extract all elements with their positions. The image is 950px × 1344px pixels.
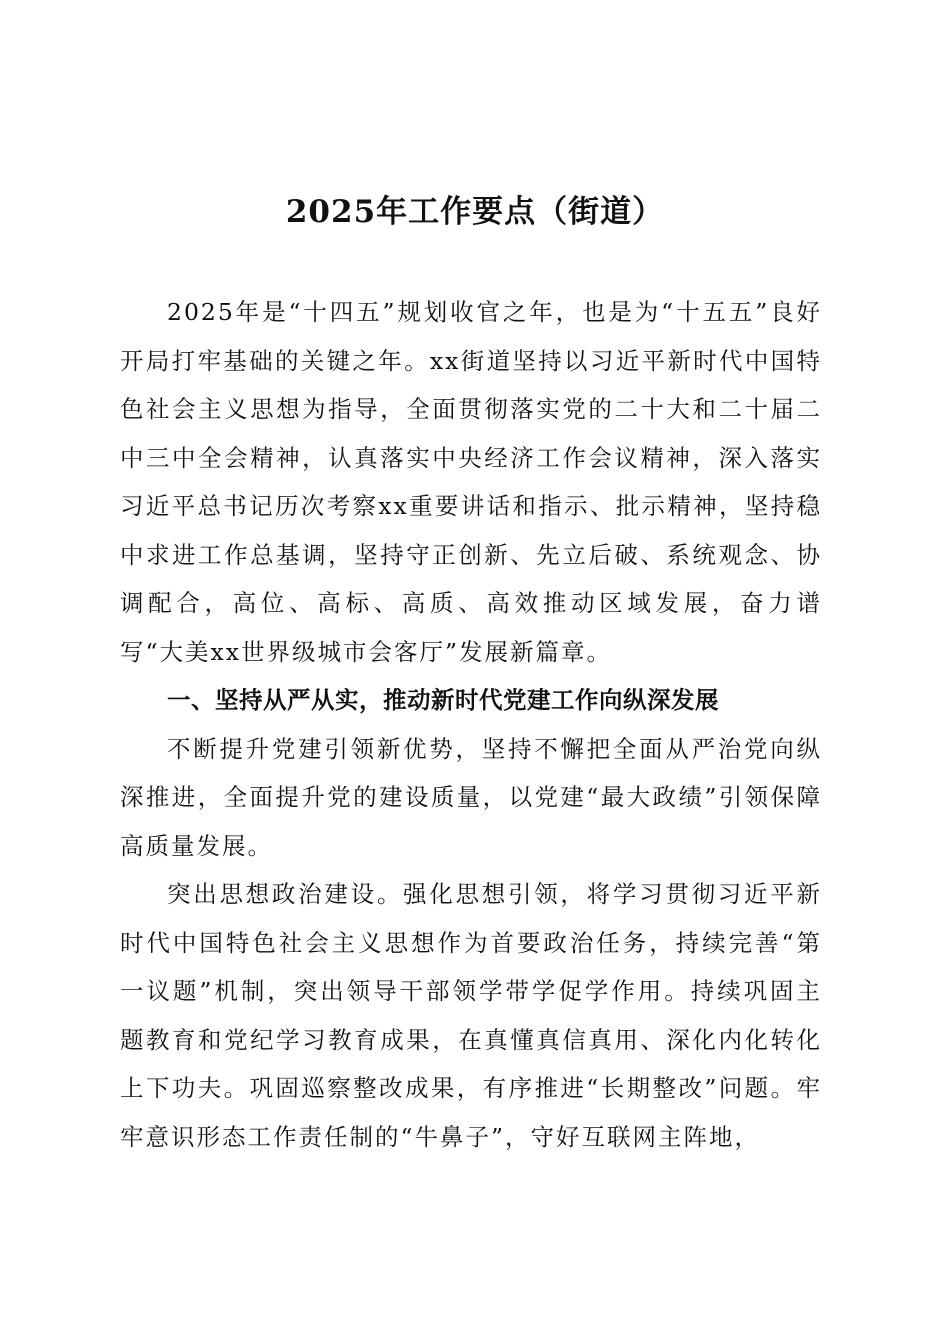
section-1-summary-paragraph: 不断提升党建引领新优势，坚持不懈把全面从严治党向纵深推进，全面提升党的建设质量，以党建“最大政绩”引领保障高质量发展。 <box>120 734 822 860</box>
intro-paragraph: 2025年是“十四五”规划收官之年，也是为“十五五”良好开局打牢基础的关键之年。xx街道坚持以习近平新时代中国特色社会主义思想为指导，全面贯彻落实党的二十大和二十届二中三中全会精神，认真落实中央经济工作会议精神，深入落实习近平总书记历次考察xx重要讲话和指示、批示精神，坚持稳中求进工作总基调，坚持守正创新、先立后破、系统观念、协调配合，高位、高标、高质、高效推动区域发展，奋力谱写“大美xx世界级城市会客厅”发展新篇章。 <box>120 298 822 666</box>
section-heading-1: 一、坚持从严从实，推动新时代党建工作向纵深发展 <box>167 686 719 714</box>
document-body <box>120 288 822 1161</box>
ideological-building-paragraph: 突出思想政治建设。强化思想引领，将学习贯彻习近平新时代中国特色社会主义思想作为首要政治任务，持续完善“第一议题”机制，突出领导干部领学带学促学作用。持续巩固主题教育和党纪学习教育成果，在真懂真信真用、深化内化转化上下功夫。巩固巡察整改成果，有序推进“长期整改”问题。牢牢意识形态工作责任制的“牛鼻子”，守好互联网主阵地， <box>120 880 822 1151</box>
document-title: 2025年工作要点（街道） <box>285 194 665 230</box>
